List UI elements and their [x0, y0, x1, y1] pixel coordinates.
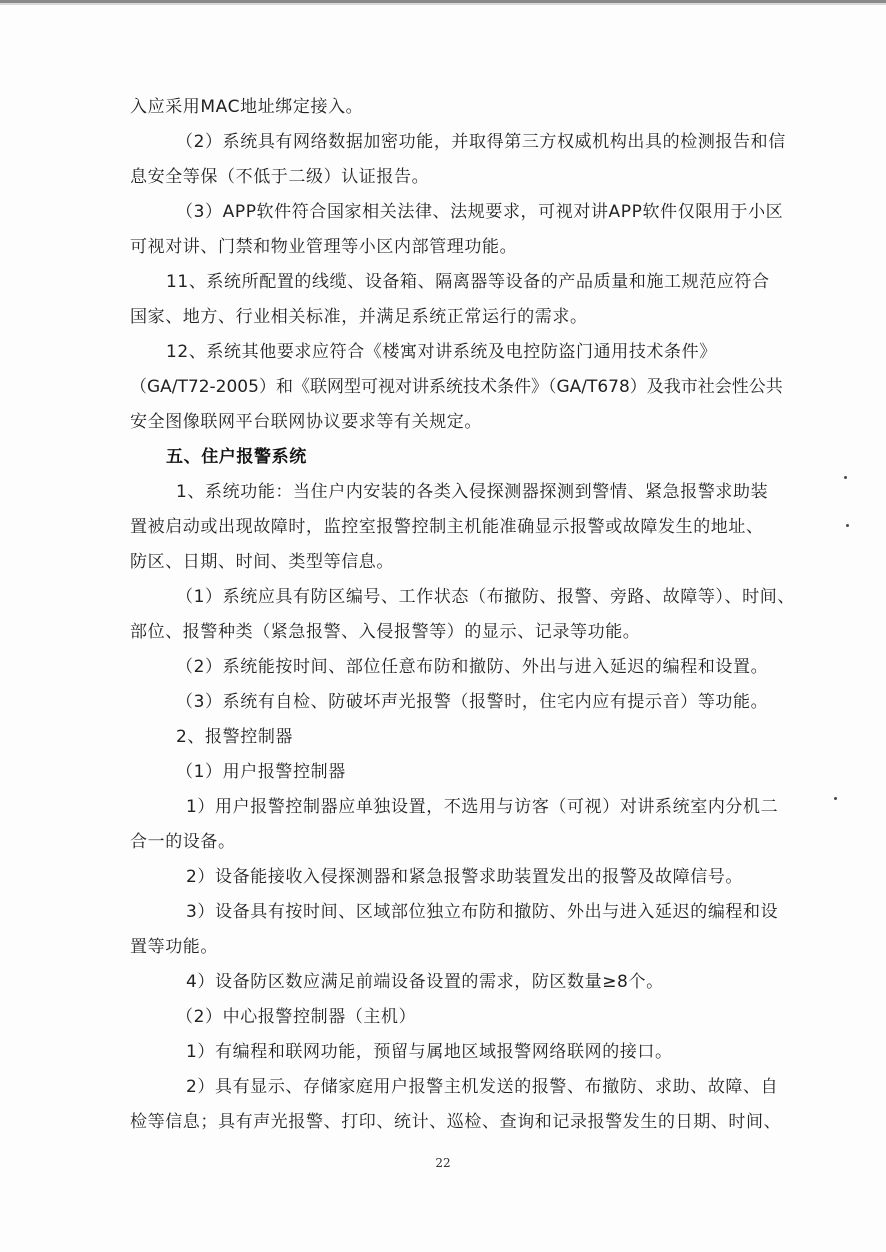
text-line-12: 1、系统功能：当住户内安装的各类入侵探测器探测到警情、紧急报警求助装	[176, 482, 769, 502]
text-line-18: （3）系统有自检、防破坏声光报警（报警时，住宅内应有提示音）等功能。	[176, 692, 769, 712]
text-line-23: 2）设备能接收入侵探测器和紧急报警求助装置发出的报警及故障信号。	[186, 867, 744, 887]
subheading-user-controller: （1）用户报警控制器	[176, 762, 346, 782]
text-line-21: 1）用户报警控制器应单独设置，不选用与访客（可视）对讲系统室内分机二	[186, 797, 779, 817]
text-line-24: 3）设备具有按时间、区域部位独立布防和撤防、外出与进入延迟的编程和设	[186, 902, 779, 922]
text-line-14: 防区、日期、时间、类型等信息。	[130, 552, 394, 572]
text-line-6: 11、系统所配置的线缆、设备箱、隔离器等设备的产品质量和施工规范应符合	[166, 272, 770, 292]
section-heading: 五、住户报警系统	[166, 447, 307, 467]
text-line-25: 置等功能。	[130, 937, 218, 957]
scan-speck	[846, 524, 849, 527]
page-number: 22	[435, 1156, 451, 1170]
text-line-13: 置被启动或出现故障时，监控室报警控制主机能准确显示报警或故障发生的地址、	[130, 517, 764, 537]
text-line-9: （GA/T72-2005）和《联网型可视对讲系统技术条件》（GA/T678）及我市社会性公共	[130, 377, 783, 397]
text-line-8: 12、系统其他要求应符合《楼寓对讲系统及电控防盗门通用技术条件》	[166, 342, 717, 362]
text-line-26: 4）设备防区数应满足前端设备设置的需求，防区数量≥8个。	[186, 972, 664, 992]
text-line-10: 安全图像联网平台联网协议要求等有关规定。	[130, 412, 482, 432]
subheading-alarm-controller: 2、报警控制器	[176, 727, 294, 747]
text-line-2: （2）系统具有网络数据加密功能，并取得第三方权威机构出具的检测报告和信	[176, 132, 786, 152]
text-line-3: 息安全等保（不低于二级）认证报告。	[130, 167, 430, 187]
text-line-17: （2）系统能按时间、部位任意布防和撤防、外出与进入延迟的编程和设置。	[176, 657, 769, 677]
text-line-15: （1）系统应具有防区编号、工作状态（布撤防、报警、旁路、故障等）、时间、	[176, 587, 795, 607]
scan-speck	[844, 476, 847, 479]
text-line-16: 部位、报警种类（紧急报警、入侵报警等）的显示、记录等功能。	[130, 622, 641, 642]
text-line-1: 入应采用MAC地址绑定接入。	[130, 97, 364, 117]
text-line-7: 国家、地方、行业相关标准，并满足系统正常运行的需求。	[130, 307, 588, 327]
scan-speck	[834, 797, 837, 800]
subheading-central-controller: （2）中心报警控制器（主机）	[176, 1007, 417, 1027]
text-line-5: 可视对讲、门禁和物业管理等小区内部管理功能。	[130, 237, 518, 257]
text-line-4: （3）APP软件符合国家相关法律、法规要求，可视对讲APP软件仅限用于小区	[176, 202, 784, 222]
text-line-22: 合一的设备。	[130, 832, 236, 852]
text-line-29: 2）具有显示、存储家庭用户报警主机发送的报警、布撤防、求助、故障、自	[186, 1077, 779, 1097]
text-line-28: 1）有编程和联网功能，预留与属地区域报警网络联网的接口。	[186, 1042, 673, 1062]
scan-top-edge-shade	[0, 3, 886, 5]
text-line-30: 检等信息；具有声光报警、打印、统计、巡检、查询和记录报警发生的日期、时间、	[130, 1112, 782, 1132]
